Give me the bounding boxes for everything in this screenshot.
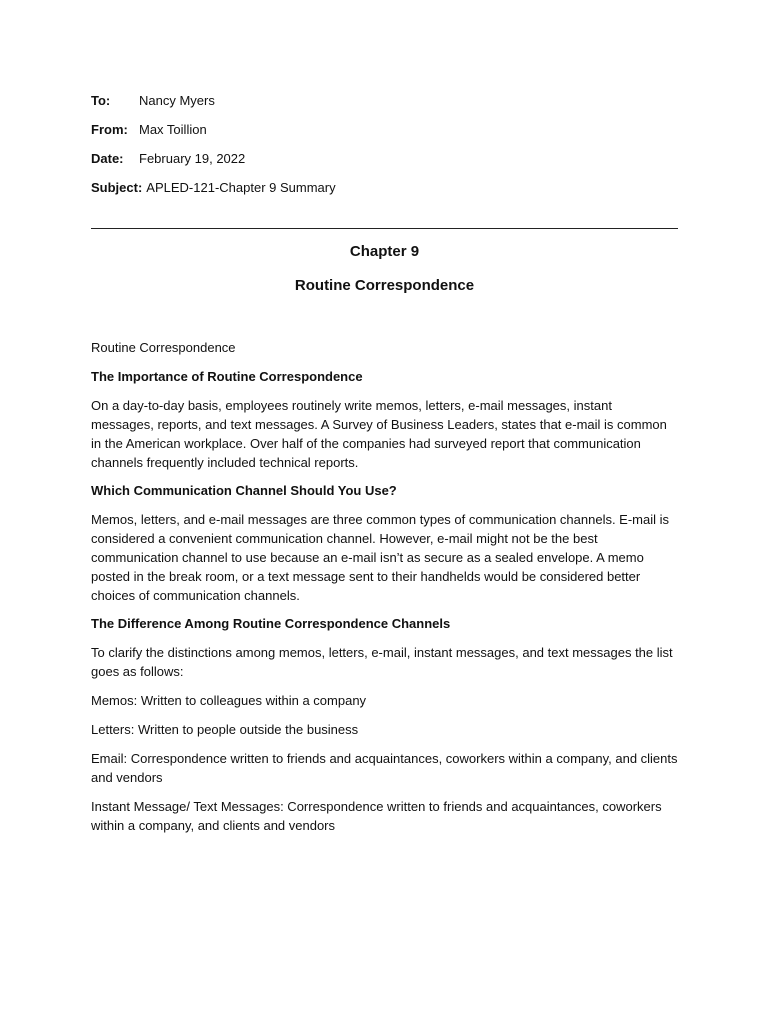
heading-difference: The Difference Among Routine Correspondence Channels xyxy=(91,616,451,631)
memo-header xyxy=(91,93,691,209)
paragraph-difference: To clarify the distinctions among memos, letters, e-mail, instant messages, and text messages the list goes as follows: xyxy=(91,645,673,679)
chapter-subtitle: Routine Correspondence xyxy=(294,277,475,294)
memo-subject-value: APLED-121-Chapter 9 Summary xyxy=(146,180,336,195)
memo-date-label: Date: xyxy=(91,151,124,166)
list-item-letters: Letters: Written to people outside the business xyxy=(91,722,359,737)
chapter-title: Chapter 9 xyxy=(349,243,420,260)
memo-subject-row xyxy=(91,180,691,209)
memo-from-row xyxy=(91,122,691,151)
list-item-instant-message: Instant Message/ Text Messages: Correspondence written to friends and acquaintances, coworkers within a company, and clients and vendors xyxy=(91,799,662,833)
memo-date-value: February 19, 2022 xyxy=(139,151,246,166)
paragraph-importance: On a day-to-day basis, employees routinely write memos, letters, e-mail messages, instant messages, reports, and text messages. A Survey of Business Leaders, states that e-mail is common in the American workplace. Over half of the companies had surveyed report that communication channels frequently included technical reports. xyxy=(91,398,667,470)
memo-to-label: To: xyxy=(91,93,111,108)
memo-to-row xyxy=(91,93,691,122)
list-item-email: Email: Correspondence written to friends and acquaintances, coworkers within a company, and clients and vendors xyxy=(91,751,678,785)
memo-from-label: From: xyxy=(91,122,128,137)
memo-from-value: Max Toillion xyxy=(139,122,207,137)
heading-channel: Which Communication Channel Should You Use? xyxy=(91,483,397,498)
paragraph-channel: Memos, letters, and e-mail messages are three common types of communication channels. E-mail is considered a convenient communication channel. However, e-mail might not be the best communication channel to use because an e-mail isn’t as secure as a sealed envelope. A memo posted in the break room, or a text message sent to their handhelds would be considered better choices of communication channels. xyxy=(91,512,670,603)
heading-importance: The Importance of Routine Correspondence xyxy=(91,369,363,384)
header-divider xyxy=(91,228,678,229)
memo-date-row xyxy=(91,151,691,180)
memo-subject-label: Subject: xyxy=(91,180,143,195)
section-heading: Routine Correspondence xyxy=(91,340,236,355)
memo-to-value: Nancy Myers xyxy=(139,93,215,108)
list-item-memos: Memos: Written to colleagues within a company xyxy=(91,693,367,708)
